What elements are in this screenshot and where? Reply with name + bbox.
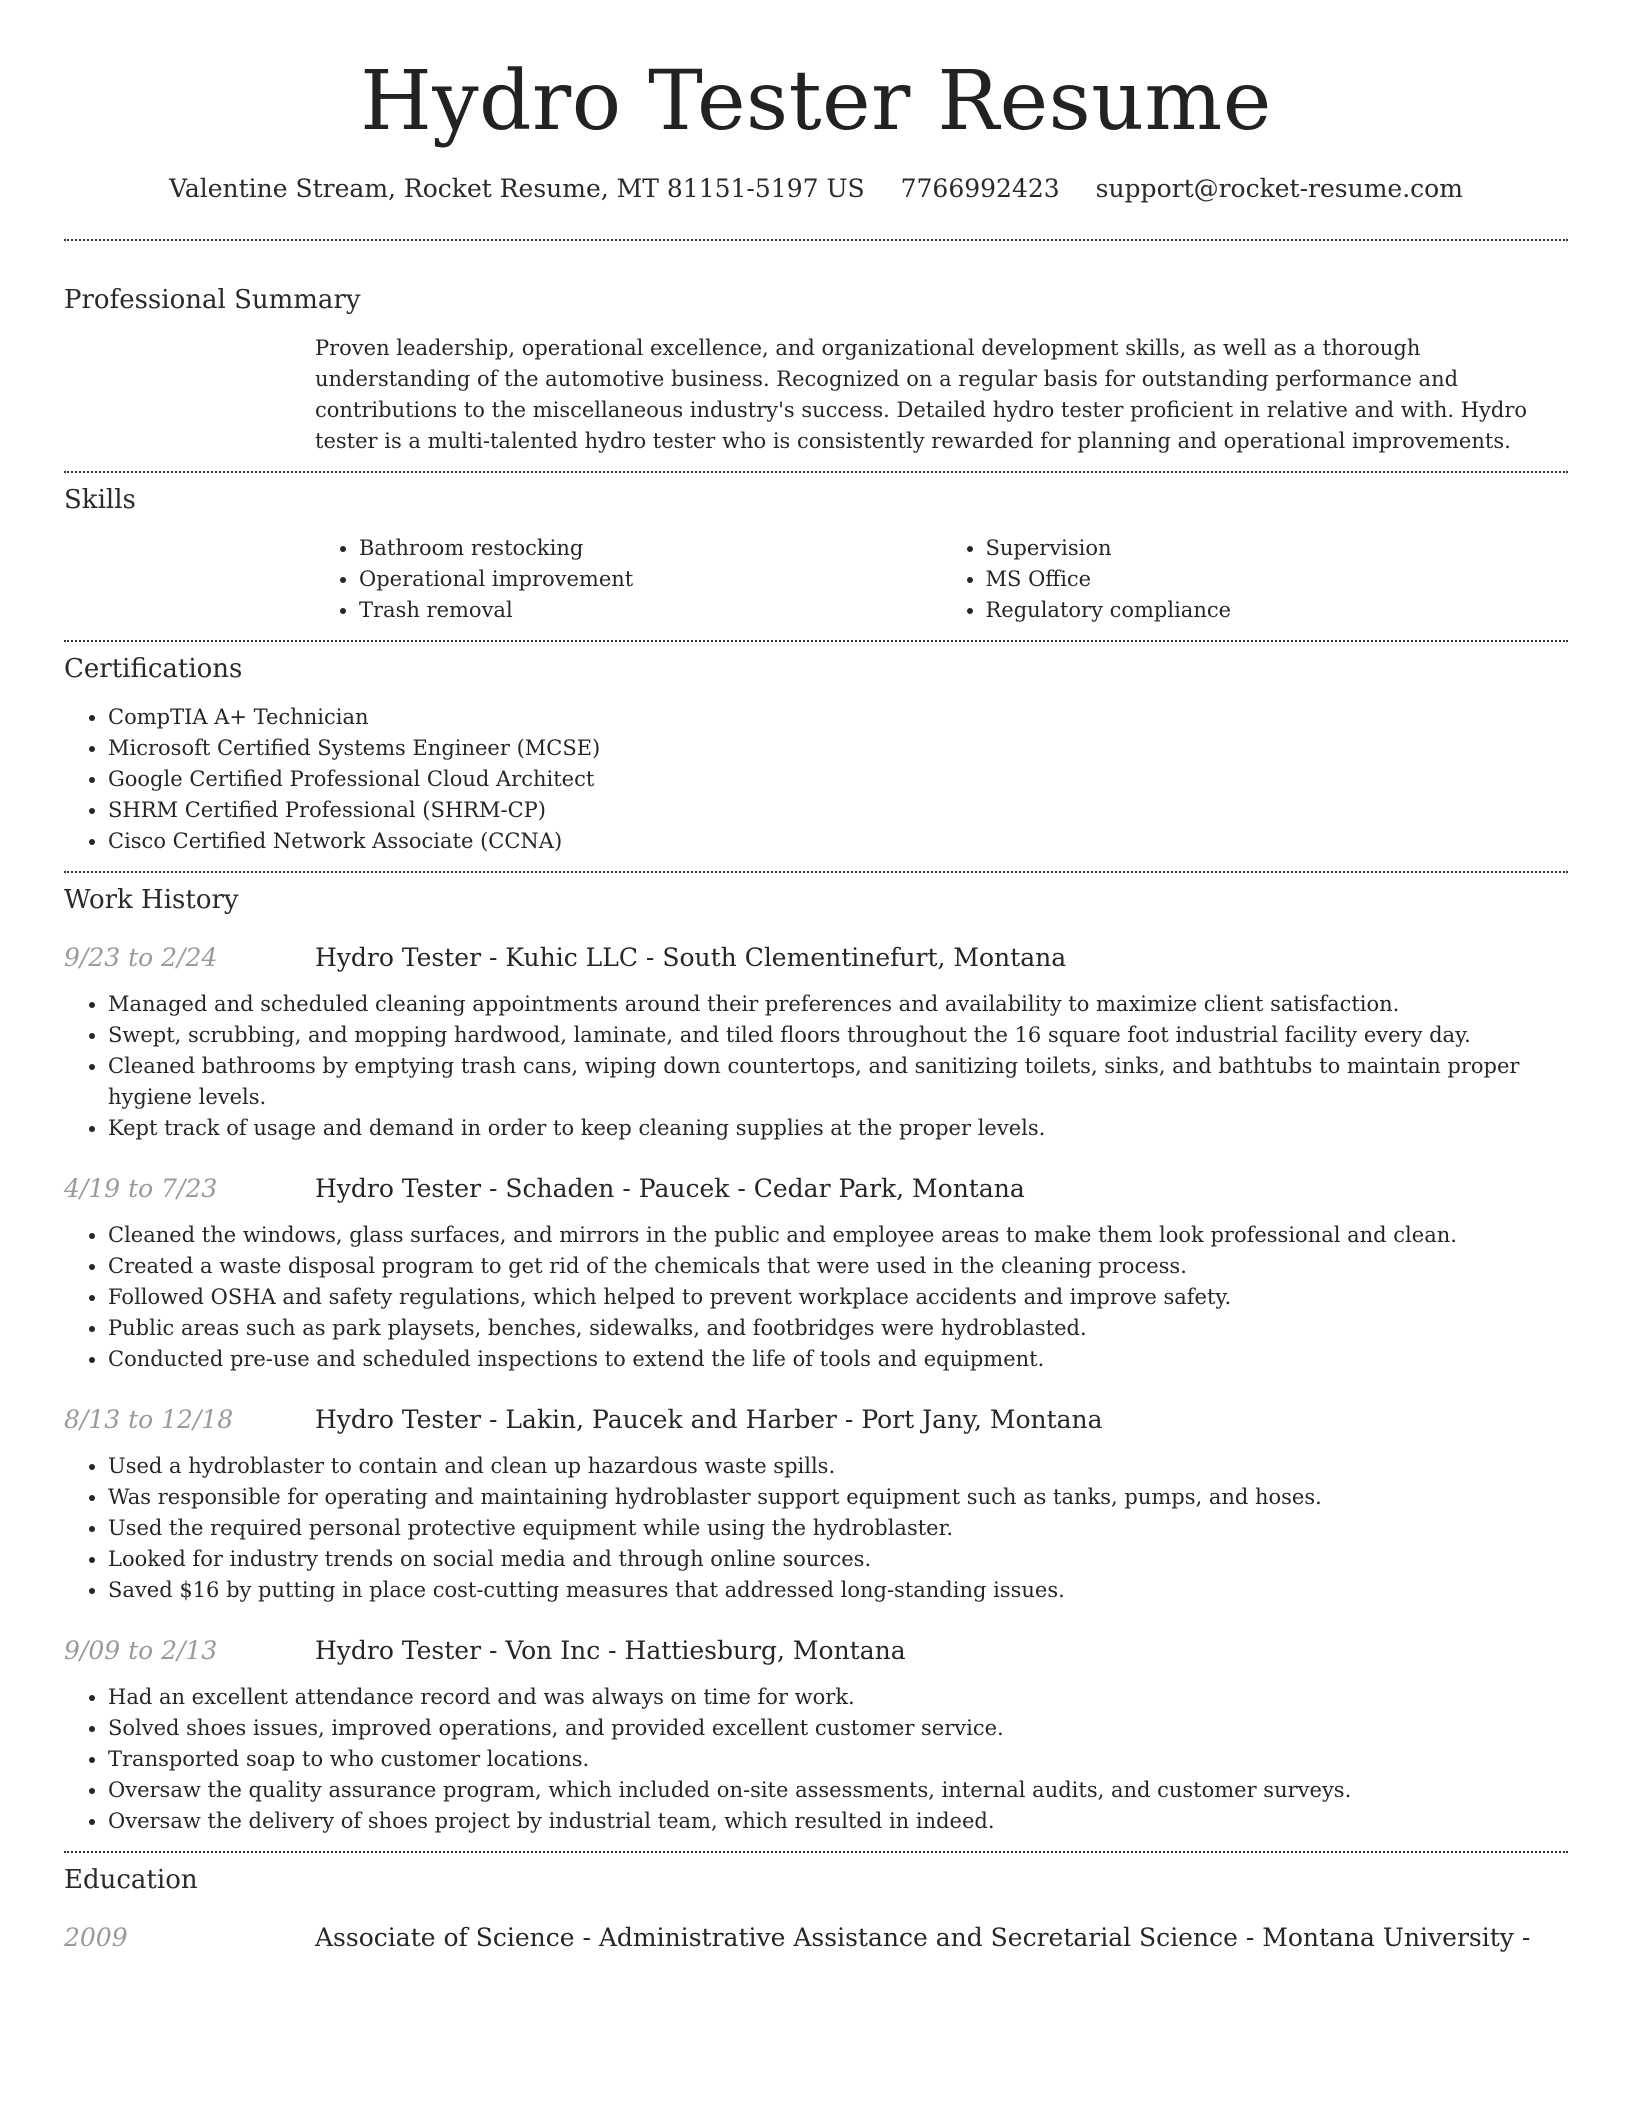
education-section (64, 1853, 1568, 1955)
skill-item: • MS Office (986, 564, 1569, 595)
skills-list-left (315, 533, 942, 626)
job-bullet: • Created a waste disposal program to get rid of the chemicals that were used in the cleaning process. (108, 1251, 1568, 1282)
job-header (64, 1172, 1568, 1206)
job-bullet: • Used a hydroblaster to contain and clean up hazardous waste spills. (108, 1451, 1568, 1482)
job-bullets (64, 1451, 1568, 1606)
job-bullet: • Transported soap to who customer locations. (108, 1744, 1568, 1775)
job-title: Hydro Tester - Schaden - Paucek - Cedar Park, Montana (315, 1174, 1025, 1203)
certifications-section (64, 642, 1568, 857)
education-entry (64, 1921, 1568, 1955)
job-dates: 9/23 to 2/24 (64, 943, 218, 972)
certifications-list (64, 702, 1568, 857)
job-bullet: • Kept track of usage and demand in order to keep cleaning supplies at the proper levels. (108, 1113, 1568, 1144)
skills-list-right (942, 533, 1569, 626)
contact-line (64, 172, 1568, 206)
job-header (64, 1634, 1568, 1668)
job-entry (64, 1634, 1568, 1837)
job-entry (64, 1403, 1568, 1606)
job-bullet: • Solved shoes issues, improved operations, and provided excellent customer service. (108, 1713, 1568, 1744)
summary-text: Proven leadership, operational excellence, and organizational development skills, as well as a thorough understanding of the automotive business. Recognized on a regular basis for outstanding performance and contributions to the miscellaneous industry's success. Detailed hydro tester proficient in relative and with. Hydro tester is a multi-talented hydro tester who is consistently rewarded for planning and operational improvements. (315, 336, 1528, 453)
contact-email: support@rocket-resume.com (1095, 174, 1463, 203)
skills-heading: Skills (64, 485, 136, 515)
work-history-heading: Work History (64, 885, 239, 915)
skills-grid (315, 533, 1568, 626)
contact-address: Valentine Stream, Rocket Resume, MT 81151-5197 US (169, 174, 865, 203)
job-bullet: • Looked for industry trends on social media and through online sources. (108, 1544, 1568, 1575)
job-bullet: • Swept, scrubbing, and mopping hardwood, laminate, and tiled floors throughout the 16 square foot industrial facility every day. (108, 1020, 1568, 1051)
job-bullet: • Was responsible for operating and maintaining hydroblaster support equipment such as tanks, pumps, and hoses. (108, 1482, 1568, 1513)
skill-item: • Trash removal (359, 595, 942, 626)
job-entry (64, 1172, 1568, 1375)
summary-heading: Professional Summary (64, 285, 361, 315)
job-bullet: • Public areas such as park playsets, benches, sidewalks, and footbridges were hydroblasted. (108, 1313, 1568, 1344)
certifications-heading: Certifications (64, 654, 243, 684)
resume-page (64, 0, 1568, 1955)
job-bullets (64, 989, 1568, 1144)
skills-section (64, 473, 1568, 626)
job-title: Hydro Tester - Von Inc - Hattiesburg, Montana (315, 1636, 906, 1665)
job-bullet: • Managed and scheduled cleaning appointments around their preferences and availability to maximize client satisfaction. (108, 989, 1568, 1020)
job-bullet: • Saved $16 by putting in place cost-cutting measures that addressed long-standing issues. (108, 1575, 1568, 1606)
job-title: Hydro Tester - Lakin, Paucek and Harber - Port Jany, Montana (315, 1405, 1103, 1434)
job-bullet: • Conducted pre-use and scheduled inspections to extend the life of tools and equipment. (108, 1344, 1568, 1375)
skill-item: • Supervision (986, 533, 1569, 564)
job-bullet: • Oversaw the delivery of shoes project by industrial team, which resulted in indeed. (108, 1806, 1568, 1837)
job-bullet: • Had an excellent attendance record and was always on time for work. (108, 1682, 1568, 1713)
certification-item: • Microsoft Certified Systems Engineer (MCSE) (108, 733, 1568, 764)
education-date: 2009 (64, 1923, 128, 1952)
job-header (64, 941, 1568, 975)
job-dates: 8/13 to 12/18 (64, 1405, 234, 1434)
job-bullet: • Followed OSHA and safety regulations, which helped to prevent workplace accidents and improve safety. (108, 1282, 1568, 1313)
skill-item: • Bathroom restocking (359, 533, 942, 564)
job-dates: 9/09 to 2/13 (64, 1636, 218, 1665)
job-bullet: • Used the required personal protective equipment while using the hydroblaster. (108, 1513, 1568, 1544)
job-bullets (64, 1682, 1568, 1837)
job-bullet: • Cleaned bathrooms by emptying trash cans, wiping down countertops, and sanitizing toilets, sinks, and bathtubs to maintain proper hygiene levels. (108, 1051, 1568, 1113)
job-dates: 4/19 to 7/23 (64, 1174, 218, 1203)
contact-phone: 7766992423 (900, 174, 1060, 203)
job-bullet: • Cleaned the windows, glass surfaces, and mirrors in the public and employee areas to make them look professional and clean. (108, 1220, 1568, 1251)
work-history-section (64, 873, 1568, 1837)
summary-section (64, 241, 1568, 457)
skill-item: • Regulatory compliance (986, 595, 1569, 626)
education-heading: Education (64, 1865, 198, 1895)
certification-item: • SHRM Certified Professional (SHRM-CP) (108, 795, 1568, 826)
job-bullets (64, 1220, 1568, 1375)
job-entry (64, 941, 1568, 1144)
education-title: Associate of Science - Administrative Assistance and Secretarial Science - Montana University - (315, 1923, 1531, 1952)
certification-item: • CompTIA A+ Technician (108, 702, 1568, 733)
certification-item: • Cisco Certified Network Associate (CCNA) (108, 826, 1568, 857)
resume-title: Hydro Tester Resume (360, 54, 1272, 149)
job-title: Hydro Tester - Kuhic LLC - South Clementinefurt, Montana (315, 943, 1067, 972)
job-header (64, 1403, 1568, 1437)
job-bullet: • Oversaw the quality assurance program, which included on-site assessments, internal audits, and customer surveys. (108, 1775, 1568, 1806)
certification-item: • Google Certified Professional Cloud Architect (108, 764, 1568, 795)
skill-item: • Operational improvement (359, 564, 942, 595)
